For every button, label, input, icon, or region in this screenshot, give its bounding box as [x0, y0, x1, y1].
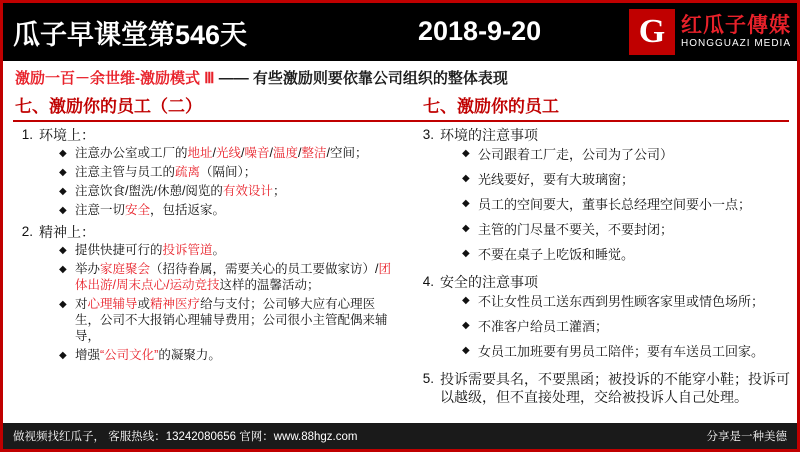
item-number: 5.	[422, 371, 434, 386]
diamond-bullet-icon: ◆	[462, 248, 470, 259]
item-body	[440, 126, 791, 270]
highlight-text: 整洁	[301, 146, 327, 160]
brand-logo	[629, 8, 791, 56]
plain-text: 光线要好，要有大玻璃窗；	[478, 172, 635, 187]
diamond-bullet-icon: ◆	[59, 167, 67, 178]
diamond-bullet-icon: ◆	[462, 320, 470, 331]
bullet-text	[75, 183, 285, 199]
highlight-text: 心理辅导	[87, 297, 138, 311]
section-headings	[3, 90, 797, 117]
item-title: 安全的注意事项	[440, 274, 538, 290]
highlight-text: 家庭聚会	[100, 262, 151, 276]
highlight-text: 光线	[216, 146, 242, 160]
diamond-bullet-icon: ◆	[59, 205, 67, 216]
plain-text: 不要在桌子上吃饭和睡觉。	[478, 247, 635, 262]
bullet-list	[440, 145, 791, 264]
bullet-list	[39, 145, 394, 218]
plain-text: 公司跟着工厂走，公司为了公司）	[478, 147, 674, 162]
bullet-item	[462, 317, 791, 336]
logo-text-cn: 红瓜子傳媒	[680, 13, 791, 37]
footer-contact: 做视频找红瓜子， 客服热线：13242080656 官网：www.88hgz.com	[13, 431, 358, 443]
item-number: 3.	[422, 127, 434, 142]
item-body	[39, 223, 394, 367]
bullet-item	[462, 220, 791, 239]
bullet-text	[478, 220, 673, 239]
bullet-item	[59, 202, 394, 218]
slide-footer	[3, 423, 797, 449]
highlight-text: “公司文化”	[100, 348, 159, 362]
plain-text: 提供快捷可行的	[75, 243, 163, 257]
bullet-list	[39, 242, 394, 363]
bullet-item	[59, 242, 394, 258]
diamond-bullet-icon: ◆	[59, 264, 67, 275]
highlight-text: 有效设计	[222, 184, 273, 198]
highlight-text: 安全	[125, 203, 151, 217]
plain-text: 增强	[75, 348, 101, 362]
diamond-bullet-icon: ◆	[59, 245, 67, 256]
slide-header	[3, 3, 797, 61]
plain-text: 的凝聚力。	[158, 348, 221, 362]
diamond-bullet-icon: ◆	[462, 223, 470, 234]
plain-text: 不让女性员工送东西到男性顾客家里或情色场所；	[478, 294, 765, 309]
subtitle-line	[3, 61, 797, 90]
plain-text: 员工的空间要大，董事长总经理空间要小一点；	[478, 197, 752, 212]
numbered-item	[414, 126, 791, 270]
diamond-bullet-icon: ◆	[59, 350, 67, 361]
diamond-bullet-icon: ◆	[59, 148, 67, 159]
plain-text: 这样的温馨活动；	[219, 278, 320, 292]
bullet-item	[59, 347, 394, 363]
plain-text: 。	[212, 243, 226, 257]
item-body	[440, 273, 791, 367]
left-numbered-list	[13, 126, 394, 367]
highlight-text: 温度	[273, 146, 299, 160]
header-date: 2018-9-20	[418, 16, 542, 46]
numbered-item	[13, 126, 394, 222]
footer-slogan: 分享是一种美德	[706, 431, 787, 443]
item-title: 环境的注意事项	[440, 127, 538, 143]
bullet-text	[75, 347, 221, 363]
bullet-item	[462, 245, 791, 264]
plain-text: ；	[272, 184, 286, 198]
item-number: 4.	[422, 274, 434, 289]
bullet-text	[75, 261, 394, 293]
header-title: 瓜子早课堂第546天	[13, 19, 248, 50]
bullet-text	[75, 242, 225, 258]
left-section-heading: 七、激励你的员工（二）	[15, 97, 202, 116]
bullet-item	[59, 183, 394, 199]
diamond-bullet-icon: ◆	[462, 148, 470, 159]
right-section-heading: 七、激励你的员工	[423, 97, 559, 116]
bullet-item	[462, 292, 791, 311]
highlight-text: 地址	[187, 146, 213, 160]
highlight-text: 噪音	[244, 146, 270, 160]
plain-text: 注意饮食/盥洗/休憩/阅览的	[75, 184, 223, 198]
bullet-text	[478, 342, 764, 361]
diamond-bullet-icon: ◆	[462, 345, 470, 356]
left-column	[3, 126, 400, 409]
item-number: 1.	[21, 127, 33, 142]
plain-text: /	[298, 146, 302, 160]
plain-text: 对	[75, 297, 88, 311]
right-column	[400, 126, 797, 409]
diamond-bullet-icon: ◆	[462, 295, 470, 306]
bullet-text	[75, 145, 368, 161]
diamond-bullet-icon: ◆	[59, 186, 67, 197]
plain-text: 主管的门尽量不要关，不要封闭；	[478, 222, 674, 237]
bullet-item	[462, 342, 791, 361]
item-body	[440, 370, 791, 406]
diamond-bullet-icon: ◆	[462, 173, 470, 184]
numbered-item	[13, 223, 394, 367]
highlight-text: 疏离	[175, 165, 201, 179]
plain-text: /	[241, 146, 245, 160]
plain-text: 举办	[75, 262, 101, 276]
bullet-item	[59, 145, 394, 161]
bullet-item	[462, 170, 791, 189]
plain-text: 空间；	[330, 146, 368, 160]
bullet-text	[75, 296, 394, 344]
plain-text: 不准客户给员工灌酒；	[478, 319, 609, 334]
highlight-text: 投诉管道	[162, 243, 213, 257]
logo-glyph-icon: G	[629, 9, 675, 55]
plain-text: /	[212, 146, 217, 160]
plain-text: 注意办公室或工厂的	[75, 146, 188, 160]
bullet-item	[59, 164, 394, 180]
item-title: 投诉需要具名，不要黑函；被投诉的不能穿小鞋；投诉可以越级，但不直接处理，交给被投诉人自己处理。	[440, 371, 790, 405]
plain-text: 注意一切	[75, 203, 126, 217]
content-columns	[3, 126, 797, 409]
plain-text: /	[269, 146, 274, 160]
right-numbered-list	[414, 126, 791, 406]
numbered-item	[414, 370, 791, 406]
highlight-text: 团体出游/周末点心/运动竞技	[75, 262, 392, 292]
item-number: 2.	[21, 224, 33, 239]
item-title: 环境上：	[39, 127, 95, 143]
bullet-text	[478, 245, 634, 264]
logo-text	[681, 15, 791, 50]
bullet-item	[462, 145, 791, 164]
highlight-text: 精神医疗	[150, 297, 201, 311]
logo-text-en: HONGGUAZI MEDIA	[680, 37, 791, 49]
bullet-item	[59, 296, 394, 344]
bullet-text	[478, 195, 751, 214]
bullet-text	[478, 292, 764, 311]
heading-divider	[13, 120, 789, 122]
plain-text: 给与支付；公司够大应有心理医生，公司不大报销心理辅导费用；公司很小主管配偶来辅导，	[75, 297, 388, 343]
plain-text: /	[375, 262, 379, 276]
diamond-bullet-icon: ◆	[462, 198, 470, 209]
bullet-text	[478, 145, 673, 164]
plain-text: 注意主管与员工的	[75, 165, 176, 179]
item-title: 精神上：	[39, 224, 95, 240]
bullet-list	[440, 292, 791, 361]
plain-text: ，包括返家。	[150, 203, 226, 217]
subtitle-red: 激励一百－余世维-激励模式 Ⅲ	[15, 70, 219, 87]
bullet-text	[478, 317, 608, 336]
diamond-bullet-icon: ◆	[59, 299, 67, 310]
plain-text: （招待眷属，需要关心的员工要做家访）	[150, 262, 376, 276]
bullet-item	[462, 195, 791, 214]
bullet-item	[59, 261, 394, 293]
subtitle-dark: —— 有些激励则要依靠公司组织的整体表现	[218, 70, 508, 87]
plain-text: /	[326, 146, 331, 160]
plain-text: 女员工加班要有男员工陪伴；要有车送员工回家。	[478, 344, 765, 359]
numbered-item	[414, 273, 791, 367]
bullet-text	[478, 170, 634, 189]
plain-text: （隔间）；	[200, 165, 257, 179]
item-body	[39, 126, 394, 222]
plain-text: 或	[137, 297, 151, 311]
bullet-text	[75, 164, 256, 180]
bullet-text	[75, 202, 225, 218]
